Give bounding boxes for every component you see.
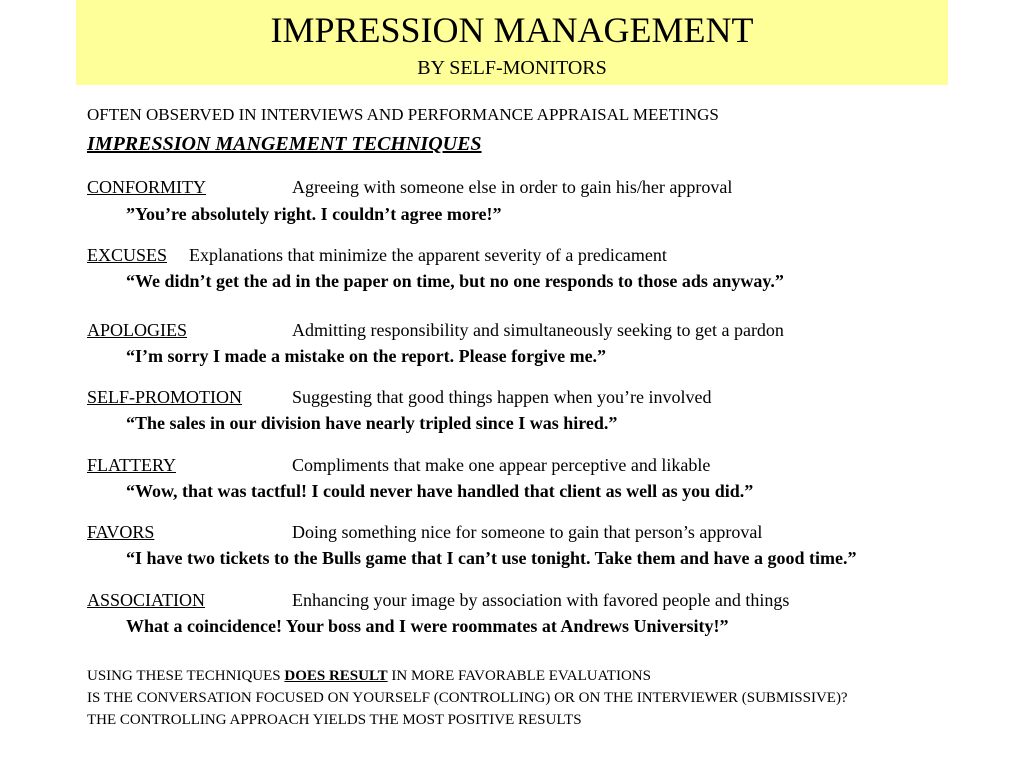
footer-result-prefix: USING THESE TECHNIQUES: [87, 668, 285, 684]
technique-term-conformity: CONFORMITY: [87, 177, 207, 197]
technique-example-flattery: “Wow, that was tactful! I could never have handled that client as well as you did.”: [126, 481, 754, 501]
footer-result-suffix: IN MORE FAVORABLE EVALUATIONS: [387, 668, 651, 684]
technique-example-apologies: “I’m sorry I made a mistake on the report. Please forgive me.”: [126, 346, 607, 366]
technique-term-favors: FAVORS: [87, 522, 155, 542]
footer-result-emphasis: DOES RESULT: [284, 668, 388, 684]
intro-text: OFTEN OBSERVED IN INTERVIEWS AND PERFORMANCE APPRAISAL MEETINGS: [87, 105, 719, 124]
section-heading: IMPRESSION MANGEMENT TECHNIQUES: [87, 133, 482, 155]
technique-example-conformity: ”You’re absolutely right. I couldn’t agree more!”: [126, 204, 502, 224]
footer-line-result: [87, 666, 651, 686]
technique-definition-apologies: Admitting responsibility and simultaneously seeking to get a pardon: [292, 320, 784, 340]
technique-term-excuses: EXCUSES: [87, 245, 168, 265]
technique-term-apologies: APOLOGIES: [87, 320, 188, 340]
technique-example-self-promotion: “The sales in our division have nearly tripled since I was hired.”: [126, 413, 618, 433]
technique-term-association: ASSOCIATION: [87, 590, 206, 610]
title-banner: [76, 0, 948, 85]
technique-example-favors: “I have two tickets to the Bulls game that I can’t use tonight. Take them and have a good time.”: [126, 548, 857, 568]
technique-term-self-promotion: SELF-PROMOTION: [87, 387, 243, 407]
page-subtitle: BY SELF-MONITORS: [417, 57, 607, 79]
technique-term-flattery: FLATTERY: [87, 455, 177, 475]
page-title: IMPRESSION MANAGEMENT: [270, 10, 754, 50]
technique-definition-conformity: Agreeing with someone else in order to gain his/her approval: [292, 177, 733, 197]
technique-definition-self-promotion: Suggesting that good things happen when you’re involved: [292, 387, 712, 407]
technique-definition-flattery: Compliments that make one appear perceptive and likable: [292, 455, 711, 475]
footer-line-question: IS THE CONVERSATION FOCUSED ON YOURSELF (CONTROLLING) OR ON THE INTERVIEWER (SUBMISSIVE)?: [87, 690, 848, 706]
technique-definition-favors: Doing something nice for someone to gain that person’s approval: [292, 522, 763, 542]
footer-line-conclusion: THE CONTROLLING APPROACH YIELDS THE MOST POSITIVE RESULTS: [87, 712, 582, 728]
technique-definition-association: Enhancing your image by association with favored people and things: [292, 590, 790, 610]
technique-example-excuses: “We didn’t get the ad in the paper on time, but no one responds to those ads anyway.”: [126, 271, 784, 291]
technique-definition-excuses: Explanations that minimize the apparent severity of a predicament: [189, 245, 667, 265]
technique-example-association: What a coincidence! Your boss and I were roommates at Andrews University!”: [126, 616, 729, 636]
